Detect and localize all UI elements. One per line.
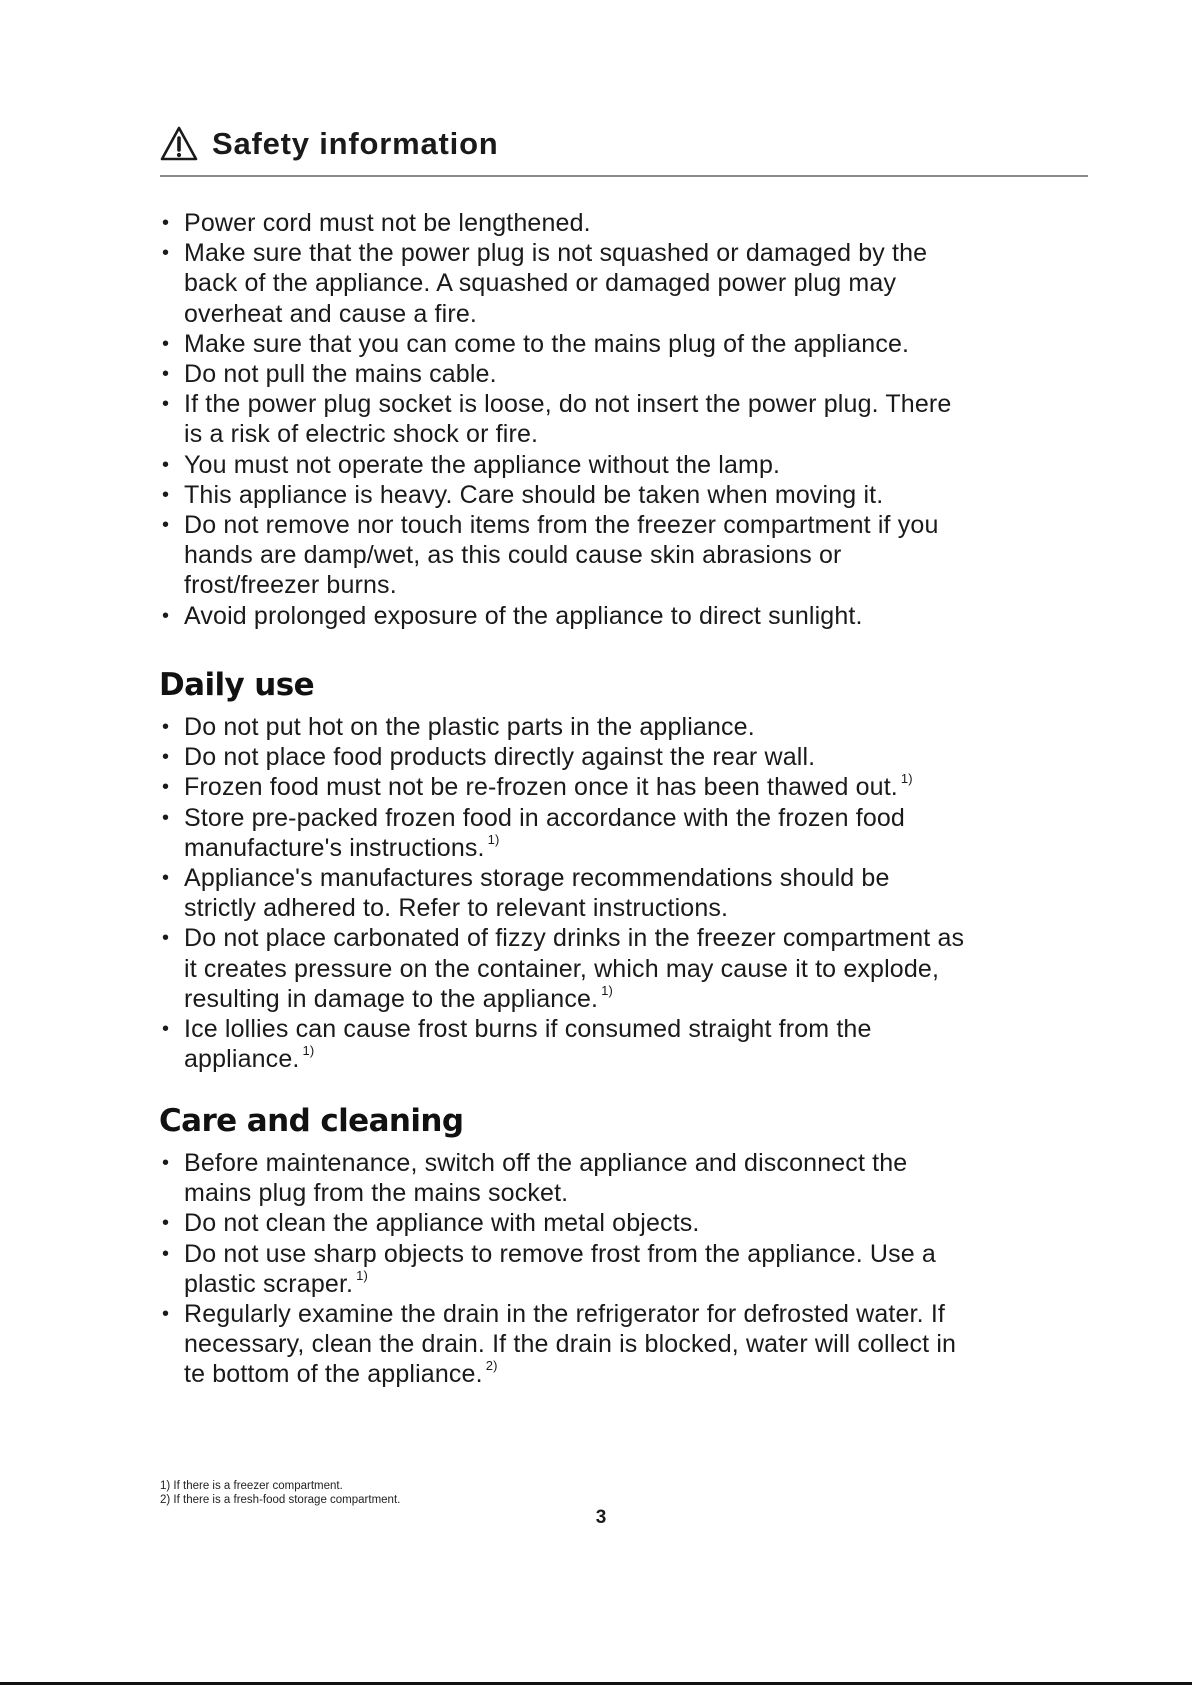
line-text: Do not remove nor touch items from the freezer compartment if you: [184, 511, 939, 540]
list-item: [160, 1208, 956, 1238]
list-item-line: [184, 238, 951, 268]
list-item: [160, 1014, 964, 1074]
list-item-line: [184, 1014, 964, 1044]
list-item: [160, 480, 951, 510]
line-text: Do not clean the appliance with metal objects.: [184, 1209, 700, 1238]
list-item: [160, 238, 951, 329]
line-text: plastic scraper.: [184, 1269, 354, 1298]
line-text: Do not put hot on the plastic parts in the appliance.: [184, 713, 755, 741]
list-item: [160, 863, 964, 923]
list-item-line: [184, 893, 964, 923]
list-item-line: [184, 772, 964, 802]
footnotes: [160, 1479, 400, 1507]
list-item-line: [184, 984, 964, 1014]
list-item: [160, 450, 951, 480]
line-text: Before maintenance, switch off the appliance and disconnect the: [184, 1149, 908, 1177]
list-item: [160, 389, 951, 449]
list-item-line: [184, 601, 951, 631]
daily-use-list: [160, 712, 964, 1074]
line-text: Frozen food must not be re-frozen once it has been thawed out.: [184, 773, 898, 802]
list-item: [160, 208, 951, 238]
daily-use-title: Daily use: [159, 667, 315, 703]
safety-list: [160, 208, 951, 631]
line-text: Regularly examine the drain in the refrigerator for defrosted water. If: [184, 1300, 946, 1329]
list-item: [160, 803, 964, 863]
list-item-line: [184, 833, 964, 863]
list-item-line: [184, 450, 951, 480]
line-text: Do not place carbonated of fizzy drinks in the freezer compartment as: [184, 924, 965, 953]
line-text: is a risk of electric shock or fire.: [184, 420, 539, 449]
list-item: [160, 1299, 956, 1390]
line-text: manufacture's instructions.: [184, 833, 485, 862]
footnote-marker: 1): [900, 771, 913, 787]
list-item-line: [184, 570, 951, 600]
list-item-line: [184, 419, 951, 449]
list-item-line: [184, 480, 951, 510]
line-text: Appliance's manufactures storage recommendations should be: [184, 864, 890, 893]
list-item-line: [184, 1148, 956, 1178]
line-text: Do not place food products directly against the rear wall.: [184, 743, 816, 772]
page-number: 3: [595, 1507, 607, 1528]
list-item-line: [184, 268, 951, 298]
page-title: Safety information: [212, 126, 499, 161]
list-item-line: [184, 863, 964, 893]
line-text: overheat and cause a fire.: [184, 299, 477, 328]
list-item: [160, 1239, 956, 1299]
list-item-line: [184, 1208, 956, 1238]
list-item-line: [184, 712, 964, 742]
line-text: You must not operate the appliance without the lamp.: [184, 450, 781, 479]
list-item-line: [184, 299, 951, 329]
line-text: Do not pull the mains cable.: [184, 360, 497, 389]
list-item-line: [184, 1178, 956, 1208]
list-item: [160, 742, 964, 772]
footnote-marker: 1): [601, 982, 614, 998]
list-item-line: [184, 329, 951, 359]
line-text: Avoid prolonged exposure of the appliance to direct sunlight.: [184, 601, 863, 630]
list-item: [160, 1148, 956, 1208]
list-item: [160, 329, 951, 359]
line-text: appliance.: [184, 1045, 300, 1074]
line-text: Make sure that you can come to the mains plug of the appliance.: [184, 329, 910, 358]
footnote-2: 2) If there is a fresh-food storage compartment.: [160, 1494, 401, 1506]
line-text: This appliance is heavy. Care should be taken when moving it.: [184, 480, 884, 509]
list-item-line: [184, 1329, 956, 1359]
line-text: Ice lollies can cause frost burns if consumed straight from the: [184, 1015, 872, 1044]
list-item-line: [184, 1044, 964, 1074]
list-item-line: [184, 742, 964, 772]
care-cleaning-list: [160, 1148, 956, 1390]
warning-triangle-icon: [160, 125, 198, 163]
footnote-marker: 1): [302, 1043, 315, 1059]
footnote-marker: 1): [487, 831, 500, 847]
list-item-line: [184, 1299, 956, 1329]
list-item-line: [184, 1359, 956, 1389]
line-text: necessary, clean the drain. If the drain is blocked, water will collect in: [184, 1330, 957, 1359]
line-text: strictly adhered to. Refer to relevant instructions.: [184, 894, 729, 923]
list-item-line: [184, 540, 951, 570]
header-divider: [160, 175, 1088, 177]
header-row: [160, 119, 1088, 169]
care-cleaning-title: Care and cleaning: [159, 1103, 464, 1139]
list-item-line: [184, 1239, 956, 1269]
line-text: back of the appliance. A squashed or damaged power plug may: [184, 269, 897, 298]
list-item: [160, 772, 964, 802]
line-text: Do not use sharp objects to remove frost from the appliance. Use a: [184, 1239, 936, 1268]
list-item-line: [184, 803, 964, 833]
section-header: [160, 119, 1088, 177]
list-item-line: [184, 389, 951, 419]
line-text: mains plug from the mains socket.: [184, 1179, 569, 1208]
line-text: it creates pressure on the container, which may cause it to explode,: [184, 954, 940, 983]
list-item-line: [184, 1269, 956, 1299]
footnote-1: 1) If there is a freezer compartment.: [160, 1480, 343, 1492]
list-item: [160, 923, 964, 1014]
list-item: [160, 601, 951, 631]
line-text: Power cord must not be lengthened.: [184, 209, 591, 237]
list-item: [160, 359, 951, 389]
list-item-line: [184, 954, 964, 984]
list-item: [160, 510, 951, 601]
line-text: frost/freezer burns.: [184, 571, 397, 600]
line-text: Make sure that the power plug is not squashed or damaged by the: [184, 239, 928, 268]
list-item: [160, 712, 964, 742]
line-text: If the power plug socket is loose, do not insert the power plug. There: [184, 390, 952, 419]
line-text: resulting in damage to the appliance.: [184, 984, 599, 1013]
line-text: te bottom of the appliance.: [184, 1360, 483, 1389]
list-item-line: [184, 923, 964, 953]
line-text: hands are damp/wet, as this could cause skin abrasions or: [184, 541, 842, 570]
line-text: Store pre-packed frozen food in accordance with the frozen food: [184, 803, 905, 832]
list-item-line: [184, 510, 951, 540]
footnote-marker: 2): [485, 1358, 498, 1374]
list-item-line: [184, 359, 951, 389]
list-item-line: [184, 208, 951, 238]
footnote-marker: 1): [356, 1267, 368, 1283]
